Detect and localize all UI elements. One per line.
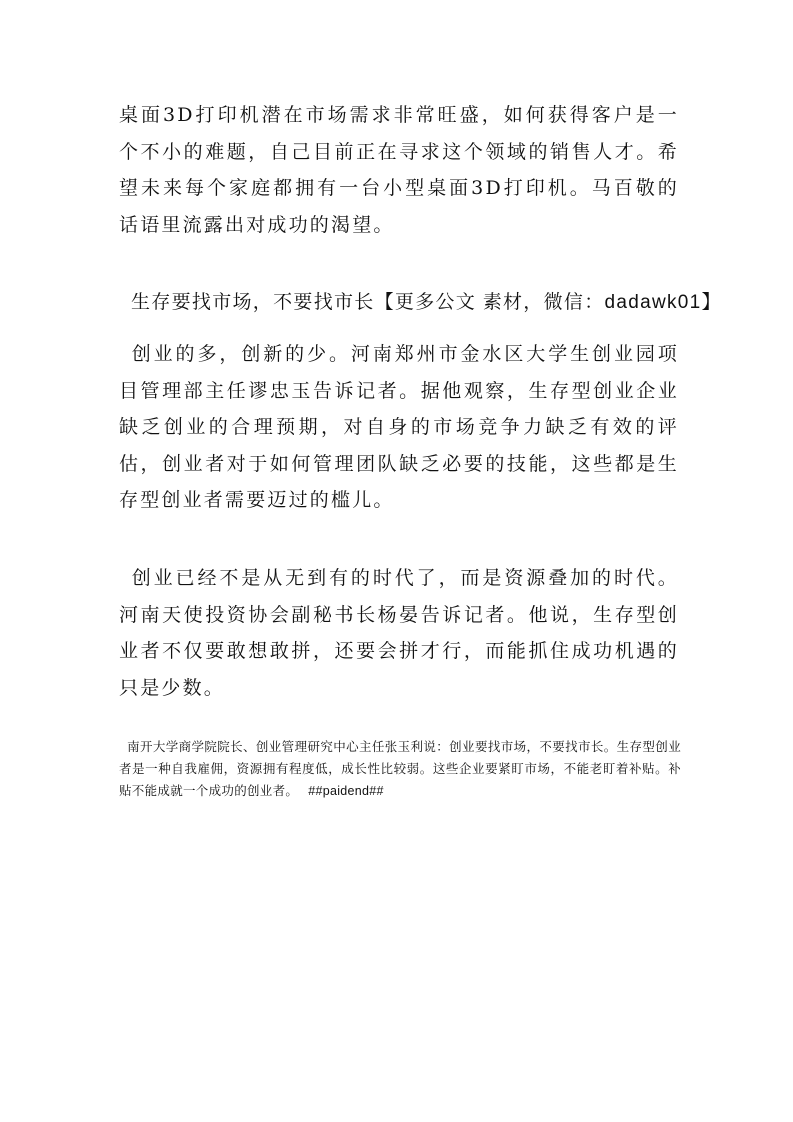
heading-note: 【更多公文 素材，微信：dadawk01】 <box>374 292 722 313</box>
paragraph-resources-text: 创业已经不是从无到有的时代了，而是资源叠加的时代。河南天使投资协会副秘书长杨晏告诉记者。他说，生存型创业者不仅要敢想敢拼，还要会拼才行，而能抓住成功机遇的只是少数。 <box>119 567 679 699</box>
paragraph-3d-printer: 桌面3D打印机潜在市场需求非常旺盛，如何获得客户是一个不小的难题，自己目前正在寻求这个领域的销售人才。希望未来每个家庭都拥有一台小型桌面3D打印机。马百敬的话语里流露出对成功的渴望。 <box>119 104 679 236</box>
heading-text: 生存要找市场，不要找市长 <box>131 291 375 313</box>
paragraph-innovation <box>119 336 679 519</box>
paragraph-quote-small <box>119 736 681 802</box>
section-heading <box>119 284 722 322</box>
paragraph-quote-text: 南开大学商学院院长、创业管理研究中心主任张玉利说：创业要找市场，不要找市长。生存型创业者是一种自我雇佣，资源拥有程度低，成长性比较弱。这些企业要紧盯市场，不能老盯着补贴。补贴不能成就一个成功的创业者。 <box>119 739 681 798</box>
paragraph-innovation-text: 创业的多，创新的少。河南郑州市金水区大学生创业园项目管理部主任谬忠玉告诉记者。据他观察，生存型创业企业缺乏创业的合理预期，对自身的市场竞争力缺乏有效的评估，创业者对于如何管理团队缺乏必要的技能，这些都是生存型创业者需要迈过的槛儿。 <box>119 343 679 511</box>
paragraph-resources <box>119 560 679 706</box>
end-marker: ##paidend## <box>308 784 384 798</box>
